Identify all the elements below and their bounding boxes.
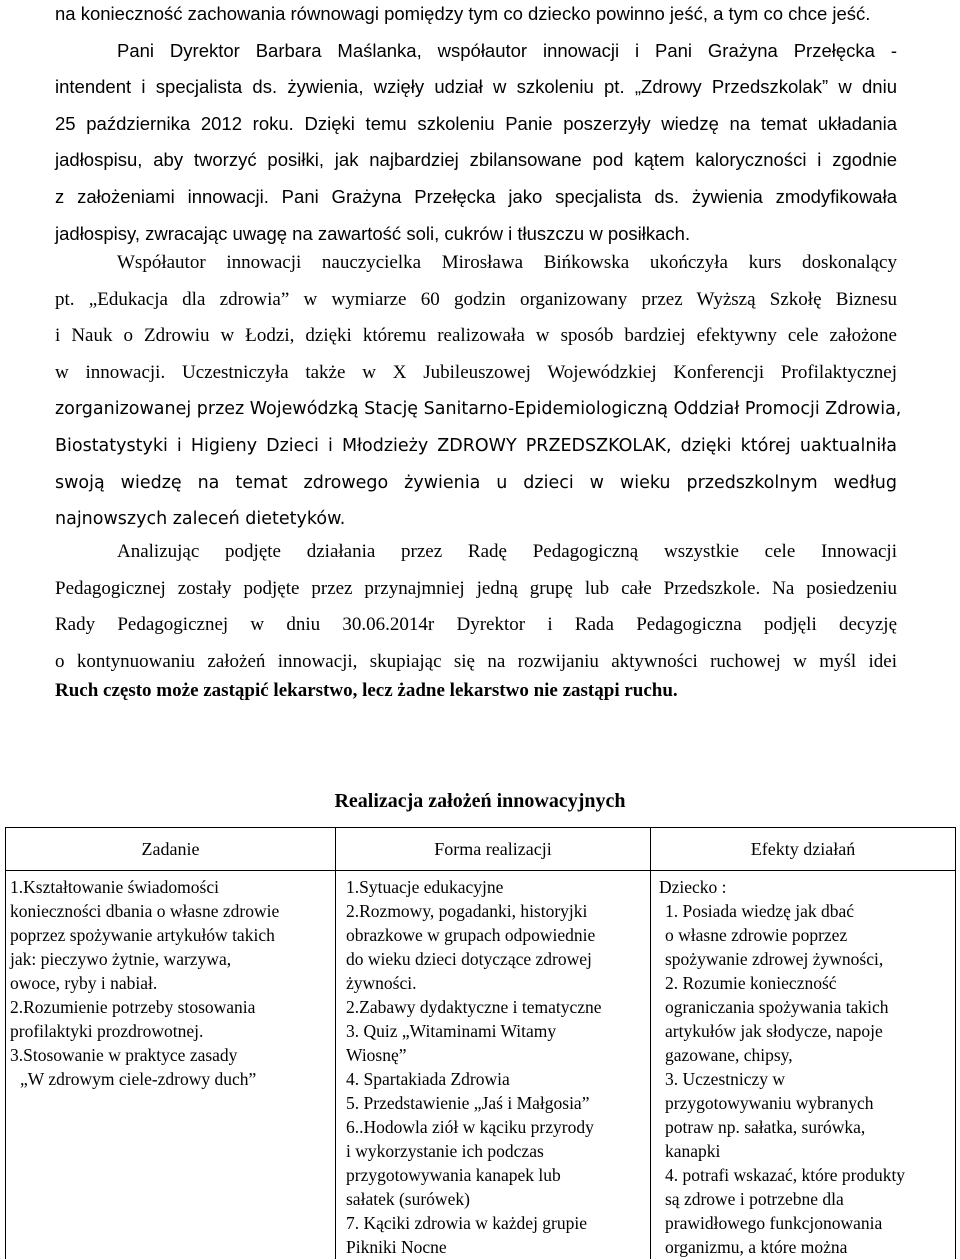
text-line: pt. „Edukacja dla zdrowia” w wymiarze 60 godzin organizowany przez Wyższą Szkołę Biznesu [55, 288, 897, 310]
cell-line: 7. Kąciki zdrowia w każdej grupie [346, 1213, 588, 1233]
cell-line: prawidłowego funkcjonowania [665, 1213, 883, 1233]
cell-line: jak: pieczywo żytnie, warzywa, [10, 949, 232, 969]
cell-line: kanapki [665, 1141, 721, 1161]
cell-line: są zdrowe i potrzebne dla [665, 1189, 844, 1209]
cell-line: 3. Uczestniczy w [665, 1069, 786, 1089]
text-line: z założeniami innowacji. Pani Grażyna Przełęcka jako specjalista ds. żywienia zmodyfikowała [55, 185, 897, 207]
text-line: zorganizowanej przez Wojewódzką Stację Sanitarno-Epidemiologiczną Oddział Promocji Zdrowia, [55, 399, 902, 420]
cell-task [6, 871, 336, 1260]
header-effects: Efekty działań [651, 828, 956, 871]
cell-line: obrazkowe w grupach odpowiednie [346, 925, 596, 945]
cell-line: ograniczania spożywania takich [665, 997, 889, 1017]
cell-line: o własne zdrowie poprzez [665, 925, 848, 945]
text-line: Rady Pedagogicznej w dniu 30.06.2014r Dyrektor i Rada Pedagogiczna podjęli decyzję [55, 614, 897, 636]
cell-line: 2. Rozumie konieczność [665, 973, 837, 993]
cell-effects [651, 871, 956, 1260]
text-line: Współautor innowacji nauczycielka Mirosława Bińkowska ukończyła kurs doskonalący [117, 252, 897, 273]
cell-line: 5. Przedstawienie „Jaś i Małgosia” [346, 1093, 590, 1113]
paragraph-course-and-conference [55, 245, 902, 538]
cell-line: sałatek (surówek) [346, 1189, 470, 1209]
innovation-table [5, 827, 956, 1259]
cell-line: 1. Posiada wiedzę jak dbać [665, 901, 855, 921]
cell-line: żywności. [346, 973, 417, 993]
cell-line: Pikniki Nocne [346, 1237, 447, 1257]
text-line: i Nauk o Zdrowiu w Łodzi, dzięki któremu realizowała w sposób bardziej efektywny cele założone [55, 325, 897, 347]
text-line: o kontynuowaniu założeń innowacji, skupiając się na rozwijaniu aktywności ruchowej w myśl idei [55, 650, 897, 672]
cell-line: 3.Stosowanie w praktyce zasady [10, 1045, 238, 1065]
cell-line: „W zdrowym ciele-zdrowy duch” [20, 1069, 257, 1089]
text-line: jadłospisu, aby tworzyć posiłki, jak najbardziej zbilansowane pod kątem kaloryczności i zgodnie [55, 149, 897, 171]
paragraph-council-decision [55, 534, 897, 680]
cell-line: gazowane, chipsy, [665, 1045, 793, 1065]
text-line: intendent i specjalista ds. żywienia, wzięły udział w szkoleniu pt. „Zdrowy Przedszkolak” w dniu [55, 76, 897, 98]
cell-line: 2.Rozmowy, pogadanki, historyjki [346, 901, 588, 921]
paragraph-nutrition-training [55, 0, 897, 252]
header-form: Forma realizacji [336, 828, 651, 871]
cell-line: 4. potrafi wskazać, które produkty [665, 1165, 906, 1185]
text-line: jadłospisy, zwracając uwagę na zawartość soli, cukrów i tłuszczu w posiłkach. [55, 222, 691, 244]
cell-form [336, 871, 651, 1260]
table-title: Realizacja założeń innowacyjnych [334, 790, 626, 812]
cell-line: 1.Sytuacje edukacyjne [346, 877, 504, 897]
bold-quote: Ruch często może zastąpić lekarstwo, lecz żadne lekarstwo nie zastąpi ruchu. [55, 680, 678, 701]
cell-line: konieczności dbania o własne zdrowie [10, 901, 280, 921]
cell-line: 6..Hodowla ziół w kąciku przyrody [346, 1117, 594, 1137]
table-row [6, 871, 956, 1260]
cell-line: 3. Quiz „Witaminami Witamy [346, 1021, 557, 1041]
text-line: w innowacji. Uczestniczyła także w X Jubileuszowej Wojewódzkiej Konferencji Profilaktycznej [55, 361, 897, 383]
cell-line: owoce, ryby i nabiał. [10, 973, 158, 993]
cell-line: Dziecko : [659, 877, 727, 897]
cell-line: profilaktyki prozdrowotnej. [10, 1021, 204, 1041]
cell-line: spożywanie zdrowej żywności, [665, 949, 884, 969]
text-line: Pani Dyrektor Barbara Maślanka, współautor innowacji i Pani Grażyna Przełęcka - [117, 39, 897, 61]
text-line: Analizując podjęte działania przez Radę Pedagogiczną wszystkie cele Innowacji [117, 541, 897, 562]
cell-line: poprzez spożywanie artykułów takich [10, 925, 275, 945]
cell-line: 1.Kształtowanie świadomości [10, 877, 219, 897]
text-line: Biostatystyki i Higieny Dzieci i Młodzieży ZDROWY PRZEDSZKOLAK, dzięki której uaktualniła [55, 435, 897, 456]
cell-line: artykułów jak słodycze, napoje [665, 1021, 883, 1041]
cell-line: 4. Spartakiada Zdrowia [346, 1069, 510, 1089]
header-task: Zadanie [6, 828, 336, 871]
cell-line: organizmu, a które można [665, 1237, 848, 1257]
text-line: na konieczność zachowania równowagi pomiędzy tym co dziecko powinno jeść, a tym co chce jeść. [55, 3, 871, 24]
cell-line: przygotowywaniu wybranych [665, 1093, 874, 1113]
cell-line: do wieku dzieci dotyczące zdrowej [346, 949, 592, 969]
text-line: najnowszych zaleceń dietetyków. [55, 509, 346, 530]
text-line: swoją wiedzę na temat zdrowego żywienia u dzieci w wieku przedszkolnym według [55, 472, 897, 493]
cell-line: przygotowywania kanapek lub [346, 1165, 561, 1185]
cell-line: potraw np. sałatka, surówka, [665, 1117, 866, 1137]
cell-line: 2.Rozumienie potrzeby stosowania [10, 997, 256, 1017]
text-line: 25 października 2012 roku. Dzięki temu szkoleniu Panie poszerzyły wiedzę na temat układania [55, 112, 897, 134]
cell-line: Wiosnę” [346, 1045, 407, 1065]
table-header-row [6, 828, 956, 871]
cell-line: 2.Zabawy dydaktyczne i tematyczne [346, 997, 602, 1017]
cell-line: i wykorzystanie ich podczas [346, 1141, 544, 1161]
text-line: Pedagogicznej zostały podjęte przez przynajmniej jedną grupę lub całe Przedszkole. Na posiedzeniu [55, 577, 897, 599]
